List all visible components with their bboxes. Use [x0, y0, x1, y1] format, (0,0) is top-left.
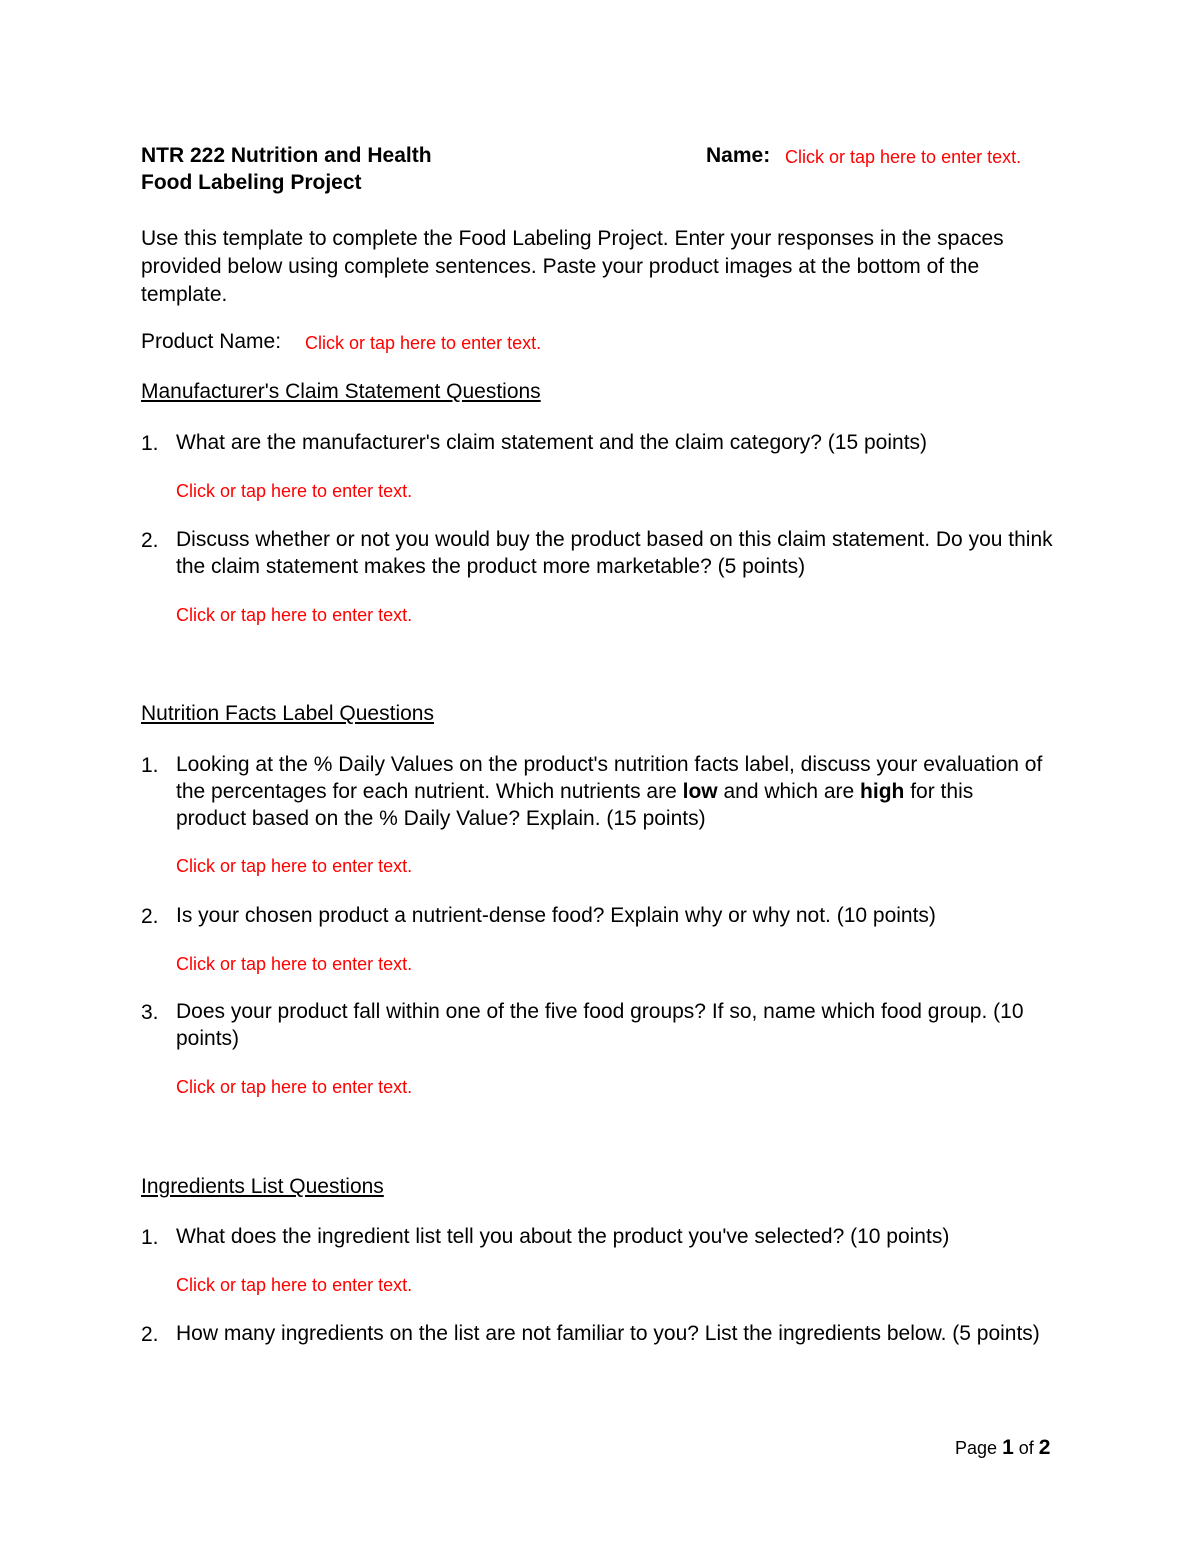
question-text: Does your product fall within one of the five food groups? If so, name which food group. (10 points): [176, 1000, 1024, 1050]
page-indicator: [955, 1436, 1050, 1460]
page-total: 2: [1038, 1436, 1051, 1459]
answer-field[interactable]: Click or tap here to enter text.: [176, 1077, 413, 1097]
question-number: 2.: [141, 1323, 159, 1346]
answer-field[interactable]: Click or tap here to enter text.: [176, 605, 413, 625]
question-number: 2.: [141, 529, 159, 552]
page-word: Page: [955, 1438, 998, 1458]
question-number: 1.: [141, 1226, 159, 1249]
intro-paragraph: Use this template to complete the Food Labeling Project. Enter your responses in the spaces provided below using complete sentences. Paste your product images at the bottom of the template.: [141, 227, 1004, 306]
question-number: 1.: [141, 432, 159, 455]
product-name-label: Product Name:: [141, 330, 282, 353]
answer-field[interactable]: Click or tap here to enter text.: [176, 1275, 413, 1295]
question-number: 2.: [141, 905, 159, 928]
page-current: 1: [1002, 1436, 1014, 1459]
question-text: What are the manufacturer's claim statement and the claim category? (15 points): [176, 431, 928, 454]
question-text: Discuss whether or not you would buy the product based on this claim statement. Do you think the claim statement makes the product more marketable? (5 points): [176, 528, 1053, 578]
name-label: Name:: [706, 144, 771, 167]
emphasis-low: low: [682, 780, 718, 803]
question-text: What does the ingredient list tell you about the product you've selected? (10 points): [176, 1225, 950, 1248]
answer-field[interactable]: Click or tap here to enter text.: [176, 856, 413, 876]
section-heading: Manufacturer's Claim Statement Questions: [141, 380, 541, 403]
section-heading: Ingredients List Questions: [141, 1175, 384, 1198]
question-text: Is your chosen product a nutrient-dense food? Explain why or why not. (10 points): [176, 904, 936, 927]
emphasis-high: high: [860, 780, 905, 803]
course-title: NTR 222 Nutrition and Health: [141, 144, 432, 167]
answer-field[interactable]: Click or tap here to enter text.: [176, 954, 413, 974]
project-title: Food Labeling Project: [141, 171, 362, 194]
section-heading: Nutrition Facts Label Questions: [141, 702, 434, 725]
answer-field[interactable]: Click or tap here to enter text.: [176, 481, 413, 501]
of-word: of: [1018, 1438, 1034, 1458]
question-text: How many ingredients on the list are not familiar to you? List the ingredients below. (5 points): [176, 1322, 1040, 1345]
name-field[interactable]: Click or tap here to enter text.: [785, 147, 1022, 167]
product-name-field[interactable]: Click or tap here to enter text.: [305, 333, 542, 353]
question-number: 3.: [141, 1001, 159, 1024]
question-number: 1.: [141, 754, 159, 777]
question-text: Looking at the % Daily Values on the product's nutrition facts label, discuss your evaluation of the percentages for each nutrient. Which nutrients are low and which are high for this product based on the % Daily Value? Explain. (15 points): [176, 753, 1043, 830]
